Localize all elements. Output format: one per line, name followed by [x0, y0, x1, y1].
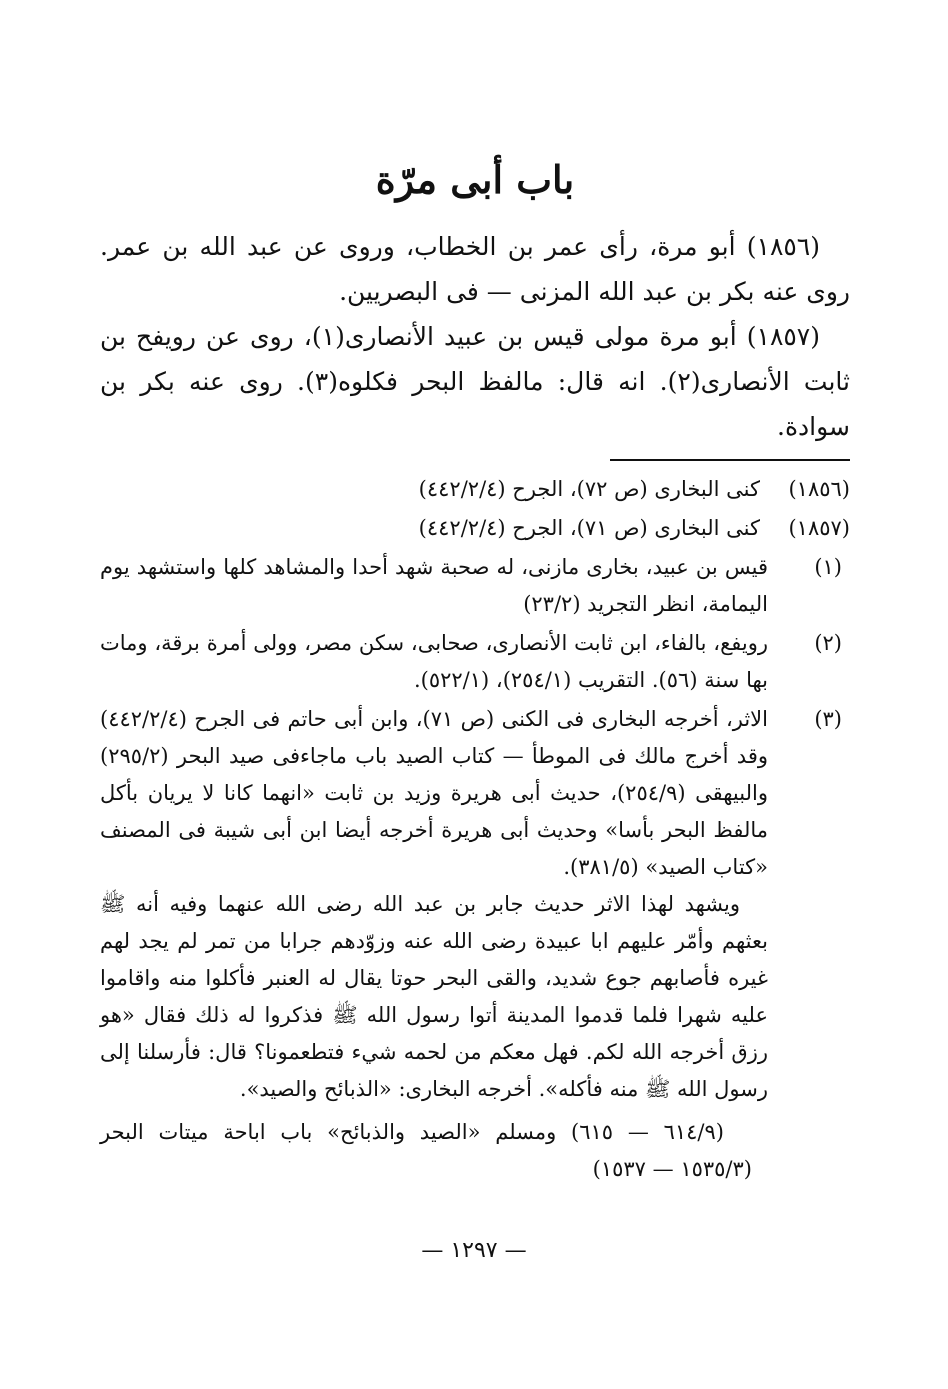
footnote-number: (٣) — [814, 707, 842, 731]
footnote-text: قيس بن عبيد، بخارى مازنى، له صحبة شهد أحدا والمشاهد كلها واستشهد يوم اليمامة، انظر التجريد (٢٣/٢) — [100, 555, 768, 616]
entry-1857: (١٨٥٧) أبو مرة مولى قيس بن عبيد الأنصارى(١)، روى عن رويفح بن ثابت الأنصارى(٢). انه قال: مالفظ البحر فكلوه(٣). روى عنه بكر بن سوادة. — [100, 322, 850, 441]
footnote-divider — [610, 459, 850, 461]
page-body — [100, 150, 850, 1188]
footnote-text: الاثر، أخرجه البخارى فى الكنى (ص ٧١)، وابن أبى حاتم فى الجرح (٤٤٢/٢/٤) وقد أخرج مالك فى الموطأ — كتاب الصيد باب ماجاءفى صيد البحر (٢٩٥/٢) والبيهقى (٢٥٤/٩)، حديث أبى هريرة وزيد بن ثابت «انهما كانا لا يريان بأكل مالفظ البحر بأسا» وحديث أبى هريرة أخرجه أيضا ابن أبى شيبة فى المصنف «كتاب الصيد» (٣٨١/٥). — [100, 707, 768, 879]
footnote-number: (٢) — [814, 631, 842, 655]
footnote-continuation: (٦١٤/٩ — ٦١٥) ومسلم «الصيد والذبائح» باب اباحة ميتات البحر (١٥٣٥/٣ — ١٥٣٧) — [100, 1120, 752, 1181]
source-text: كنى البخارى (ص ٧١)، الجرح (٤٤٢/٢/٤) — [418, 516, 760, 540]
entry-1856: (١٨٥٦) أبو مرة، رأى عمر بن الخطاب، وروى عن عبد الله بن عمر. روى عنه بكر بن عبد الله المزنى — فى البصريين. — [100, 232, 850, 306]
source-row — [100, 471, 850, 508]
source-row — [100, 510, 850, 547]
page-number: — ١٢٩٧ — — [421, 1238, 527, 1263]
footnote-supporting-hadith: ويشهد لهذا الاثر حديث جابر بن عبد الله رضى الله عنهما وفيه أنه ﷺ بعثهم وأمّر عليهم ابا عبيدة رضى الله عنه وزوّدهم جرابا من تمر لم يجد لهم غيره فأصابهم جوع شديد، والقى البحر حوتا يقال له العنبر فأكلوا منه واقاموا عليه شهرا فلما قدموا المدينة أتوا رسول الله ﷺ فذكروا له ذلك فقال «هو رزق أخرجه الله لكم. فهل معكم من لحمه شيء فتطعمونا؟ قال: فأرسلنا إلى رسول الله ﷺ منه فأكله». أخرجه البخارى: «الذبائح والصيد». — [100, 892, 768, 1101]
footnote-2 — [100, 625, 850, 699]
chapter-title: باب أبى مرّة — [375, 157, 575, 202]
source-number: (١٨٥٦) — [788, 477, 850, 501]
source-text: كنى البخارى (ص ٧٢)، الجرح (٤٤٢/٢/٤) — [418, 477, 760, 501]
footnote-1 — [100, 549, 850, 623]
source-number: (١٨٥٧) — [788, 516, 850, 540]
footnote-number: (١) — [814, 555, 842, 579]
footnote-3 — [100, 701, 850, 1108]
footnote-text: رويفع، بالفاء، ابن ثابت الأنصارى، صحابى، سكن مصر، وولى أمرة برقة، ومات بها سنة (٥٦). التقريب (٢٥٤/١)، (٥٢٢/١). — [100, 631, 768, 692]
